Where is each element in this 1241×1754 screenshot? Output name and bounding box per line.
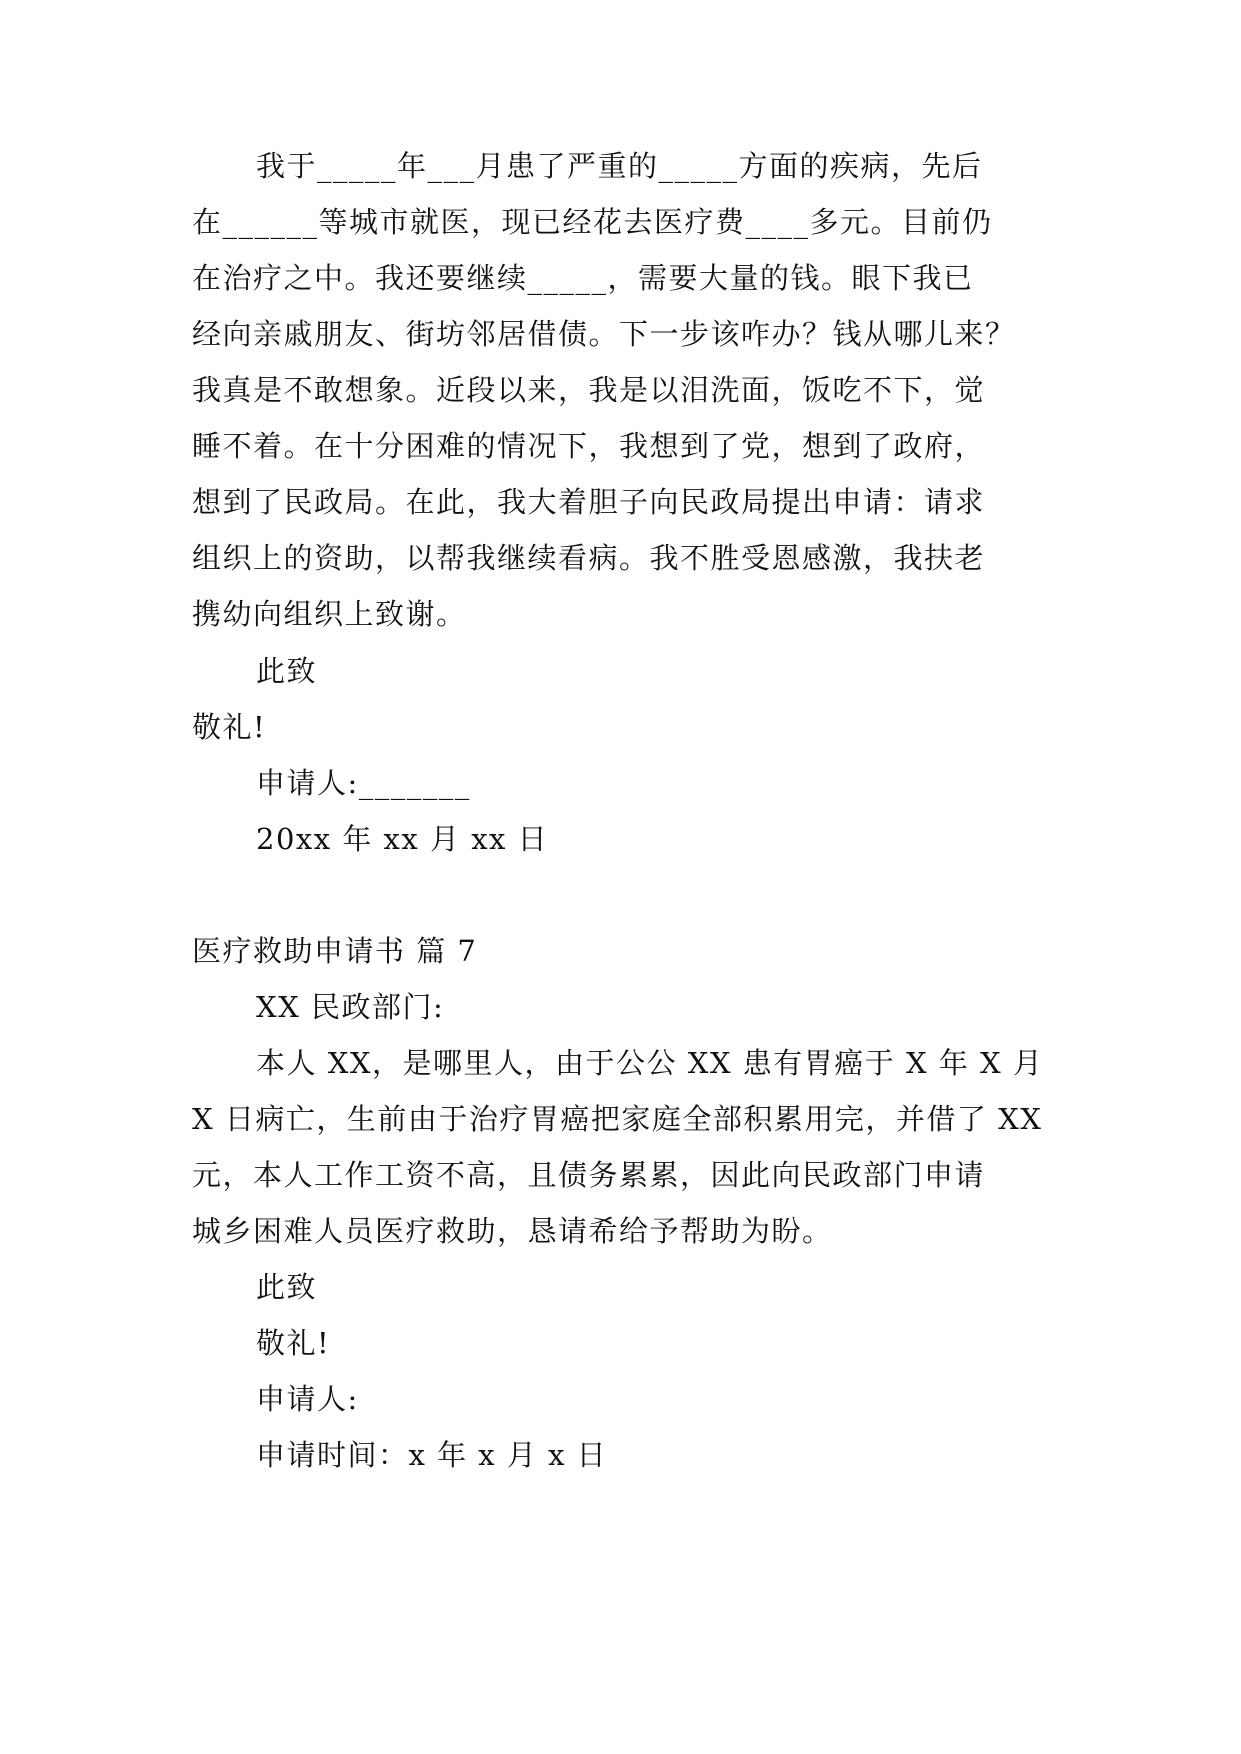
body-line: 我于_____年___月患了严重的_____方面的疾病，先后 xyxy=(256,149,983,183)
body-line: 元，本人工作工资不高，且债务累累，因此向民政部门申请 xyxy=(192,1158,986,1192)
salute-text: 敬礼! xyxy=(192,710,267,744)
body-line: X 日病亡，生前由于治疗胃癌把家庭全部积累用完，并借了 XX xyxy=(192,1102,1043,1136)
body-line: 在______等城市就医，现已经花去医疗费____多元。目前仍 xyxy=(192,205,993,239)
body-line: 携幼向组织上致谢。 xyxy=(192,597,467,631)
section-title: 医疗救助申请书 篇 7 xyxy=(192,934,478,968)
applicant-field: 申请人: xyxy=(256,1382,359,1416)
closing-text: 此致 xyxy=(256,654,318,688)
recipient-text: XX 民政部门: xyxy=(256,990,445,1024)
body-line: 在治疗之中。我还要继续_____，需要大量的钱。眼下我已 xyxy=(192,261,974,295)
closing-text: 此致 xyxy=(256,1270,318,1304)
body-line: 城乡困难人员医疗救助，恳请希给予帮助为盼。 xyxy=(192,1214,833,1248)
date-text: 申请时间：x 年 x 月 x 日 xyxy=(256,1438,608,1472)
applicant-field: 申请人:_______ xyxy=(256,766,471,800)
body-line: 本人 XX，是哪里人，由于公公 XX 患有胃癌于 X 年 X 月 xyxy=(256,1046,1044,1080)
body-line: 睡不着。在十分困难的情况下，我想到了党，想到了政府， xyxy=(192,429,986,463)
body-line: 我真是不敢想象。近段以来，我是以泪洗面，饭吃不下，觉 xyxy=(192,373,986,407)
body-line: 组织上的资助，以帮我继续看病。我不胜受恩感激，我扶老 xyxy=(192,541,986,575)
body-line: 想到了民政局。在此，我大着胆子向民政局提出申请：请求 xyxy=(192,485,986,519)
date-text: 20xx 年 xx 月 xx 日 xyxy=(256,822,549,856)
body-line: 经向亲戚朋友、街坊邻居借债。下一步该咋办？钱从哪儿来？ xyxy=(192,317,1016,351)
salute-text: 敬礼! xyxy=(256,1326,331,1360)
